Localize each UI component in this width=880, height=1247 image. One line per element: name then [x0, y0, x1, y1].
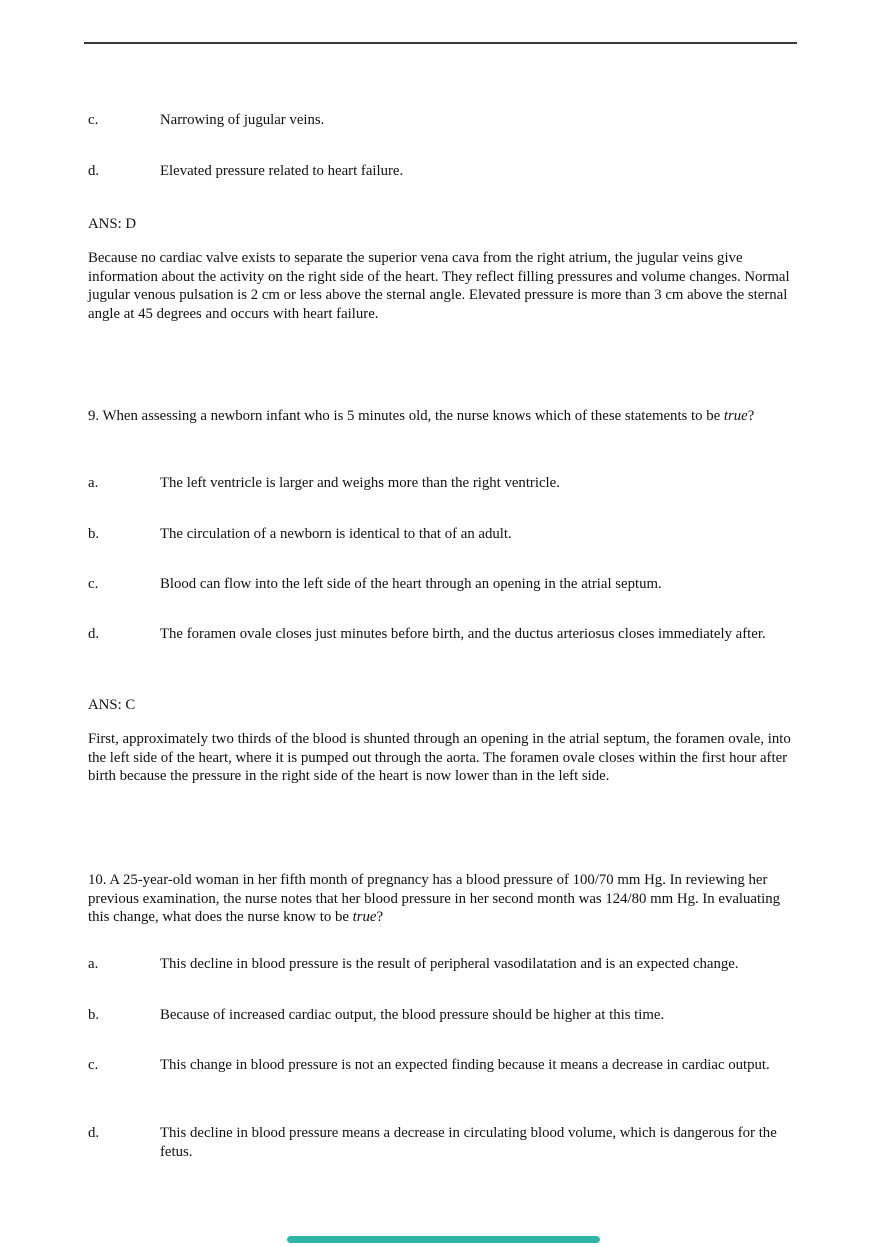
option-text: This decline in blood pressure means a decrease in circulating blood volume, which is dangerous for the fetus. — [160, 1125, 777, 1160]
option-text: This decline in blood pressure is the result of peripheral vasodilatation and is an expected change. — [160, 956, 739, 972]
option-row — [88, 525, 800, 544]
option-text: This change in blood pressure is not an expected finding because it means a decrease in cardiac output. — [160, 1057, 770, 1073]
option-row — [88, 162, 800, 181]
rationale-text: First, approximately two thirds of the blood is shunted through an opening in the atrial septum, the foramen ovale, into the left side of the heart, where it is pumped out through the aorta. The foramen ovale closes within the first hour after birth because the pressure in the right side of the heart is now lower than in the left side. — [88, 731, 791, 785]
option-row — [88, 1124, 800, 1161]
question-stem-suffix: ? — [376, 909, 384, 926]
option-letter: c. — [88, 1057, 99, 1073]
question-stem-text: 10. A 25-year-old woman in her fifth month of pregnancy has a blood pressure of 100/70 mm Hg. In reviewing her previous examination, the nurse notes that her blood pressure in her second month was 124/80 mm Hg. In evaluating this change, what does the nurse know to be — [88, 872, 781, 926]
option-text: Narrowing of jugular veins. — [160, 112, 325, 128]
header-rule — [84, 42, 797, 44]
option-letter: c. — [88, 112, 99, 128]
question-stem-suffix: ? — [747, 408, 755, 424]
option-text: The left ventricle is larger and weighs more than the right ventricle. — [160, 475, 560, 491]
option-text: Because of increased cardiac output, the blood pressure should be higher at this time. — [160, 1007, 665, 1023]
option-text: The circulation of a newborn is identical to that of an adult. — [160, 526, 512, 542]
option-row — [88, 1056, 800, 1075]
question-stem-italic: true — [723, 408, 748, 424]
answer-label: ANS: D — [88, 216, 137, 232]
question-stem-italic: true — [352, 909, 377, 926]
option-letter: d. — [88, 163, 100, 179]
option-text: The foramen ovale closes just minutes before birth, and the ductus arteriosus closes immediately after. — [160, 626, 766, 642]
option-row — [88, 474, 800, 493]
option-letter: d. — [88, 626, 100, 642]
option-row — [88, 955, 800, 974]
page-progress-bar — [287, 1236, 600, 1243]
question-stem — [88, 407, 800, 426]
option-row — [88, 111, 800, 130]
option-letter: b. — [88, 1007, 100, 1023]
option-row — [88, 625, 800, 644]
answer-label: ANS: C — [88, 697, 136, 713]
question-stem-text: 9. When assessing a newborn infant who is 5 minutes old, the nurse knows which of these statements to be — [88, 408, 724, 424]
question-stem — [88, 871, 800, 927]
option-letter: b. — [88, 526, 100, 542]
option-text: Blood can flow into the left side of the heart through an opening in the atrial septum. — [160, 576, 662, 592]
option-letter: a. — [88, 956, 99, 972]
option-text: Elevated pressure related to heart failure. — [160, 163, 404, 179]
option-row — [88, 575, 800, 594]
rationale-text: Because no cardiac valve exists to separate the superior vena cava from the right atrium, the jugular veins give information about the activity on the right side of the heart. They reflect filling pressures and volume changes. Normal jugular venous pulsation is 2 cm or less above the sternal angle. Elevated pressure is more than 3 cm above the sternal angle at 45 degrees and occurs with heart failure. — [88, 250, 790, 322]
option-letter: c. — [88, 576, 99, 592]
option-letter: d. — [88, 1125, 100, 1141]
option-letter: a. — [88, 475, 99, 491]
option-row — [88, 1006, 800, 1025]
